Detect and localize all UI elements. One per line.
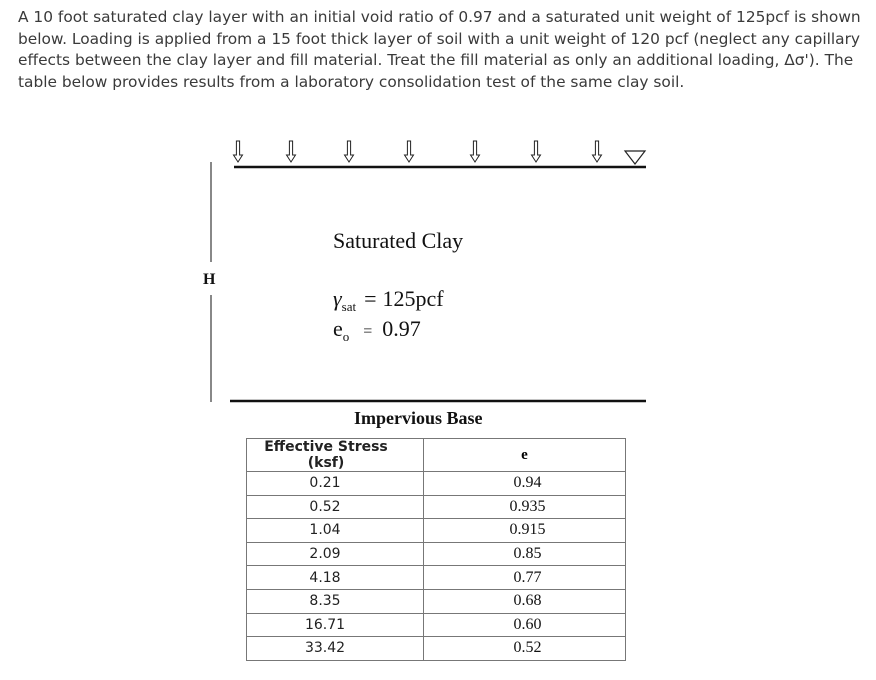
impervious-base-label: Impervious Base [354, 408, 483, 428]
header-void-ratio: e [424, 439, 626, 472]
gamma-value: 125pcf [382, 286, 444, 311]
e-equals: = [363, 323, 373, 340]
header-effective-stress: Effective Stress (ksf) [247, 439, 424, 472]
gamma-equals: = [364, 286, 377, 311]
e-subscript: o [342, 329, 350, 344]
e-value: 0.97 [382, 316, 421, 341]
table-row [247, 542, 626, 566]
load-arrow-icon [405, 141, 414, 162]
table-row [247, 519, 626, 543]
stress-cell: 0.52 [247, 495, 424, 519]
void-ratio-cell: 0.85 [424, 542, 626, 566]
table-row [247, 472, 626, 496]
void-ratio-cell: 0.77 [424, 566, 626, 590]
void-ratio-cell: 0.94 [424, 472, 626, 496]
table-row [247, 613, 626, 637]
thickness-label: H [203, 271, 216, 288]
consolidation-table [246, 438, 626, 661]
gamma-subscript: sat [341, 299, 357, 314]
load-arrow-icon [593, 141, 602, 162]
load-arrow-icon [287, 141, 296, 162]
void-ratio-cell: 0.52 [424, 637, 626, 661]
void-ratio-cell: 0.915 [424, 519, 626, 543]
stress-cell: 0.21 [247, 472, 424, 496]
e-symbol: e [333, 316, 343, 341]
table-row [247, 637, 626, 661]
void-ratio-cell: 0.60 [424, 613, 626, 637]
table-row [247, 566, 626, 590]
load-arrow-icon [345, 141, 354, 162]
water-table-triangle-icon [625, 151, 645, 164]
unit-weight-line [333, 286, 444, 312]
table-row [247, 589, 626, 613]
stress-cell: 2.09 [247, 542, 424, 566]
load-arrow-icon [532, 141, 541, 162]
void-ratio-line [333, 316, 421, 342]
stress-cell: 8.35 [247, 589, 424, 613]
void-ratio-cell: 0.68 [424, 589, 626, 613]
problem-statement: A 10 foot saturated clay layer with an initial void ratio of 0.97 and a saturated unit weight of 125pcf is shown below. Loading is applied from a 15 foot thick layer of soil with a unit weight of 120 pcf (neglect any capillary effects between the clay layer and fill material. Treat the fill material as only an additional loading, Δσ'). The table below provides results from a laboratory consolidation test of the same clay soil. [18, 8, 861, 91]
table-row [247, 495, 626, 519]
stress-cell: 4.18 [247, 566, 424, 590]
void-ratio-cell: 0.935 [424, 495, 626, 519]
gamma-symbol: γ [333, 286, 342, 311]
load-arrow-icon [234, 141, 243, 162]
table-header-row [247, 439, 626, 472]
load-arrows [234, 141, 602, 162]
stress-cell: 1.04 [247, 519, 424, 543]
layer-title: Saturated Clay [333, 228, 464, 253]
load-arrow-icon [471, 141, 480, 162]
stress-cell: 16.71 [247, 613, 424, 637]
stress-cell: 33.42 [247, 637, 424, 661]
